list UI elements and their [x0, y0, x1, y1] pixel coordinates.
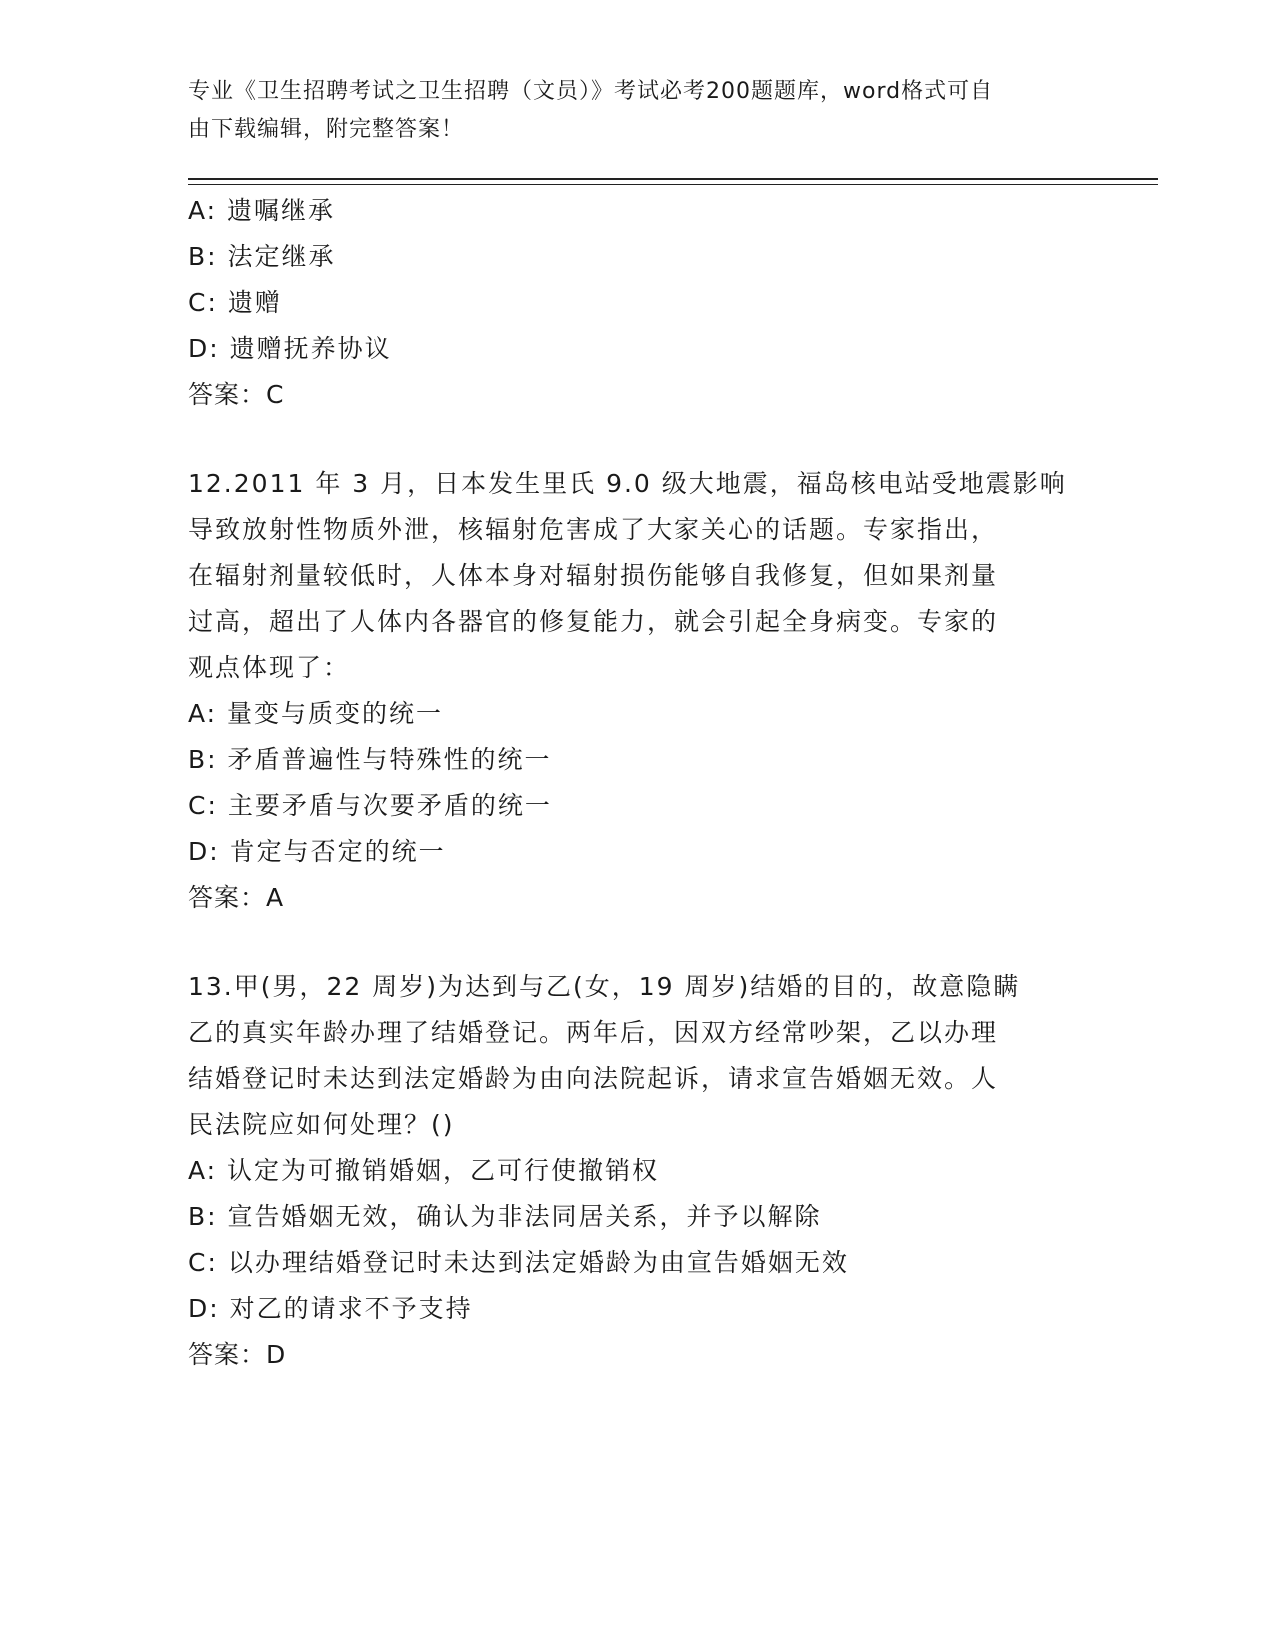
header-divider-thin — [188, 184, 1158, 185]
option-a: A: 认定为可撤销婚姻，乙可行使撤销权 — [188, 1156, 660, 1185]
answer-line: 答案：C — [188, 380, 285, 409]
header-divider-thick — [188, 178, 1158, 180]
option-a: A: 遗嘱继承 — [188, 196, 336, 225]
option-c: C: 以办理结婚登记时未达到法定婚龄为由宣告婚姻无效 — [188, 1248, 849, 1277]
question-spacer — [188, 418, 1088, 461]
question-text-line: 在辐射剂量较低时，人体本身对辐射损伤能够自我修复，但如果剂量 — [188, 561, 999, 590]
option-a: A: 量变与质变的统一 — [188, 699, 444, 728]
document-header — [188, 73, 1068, 149]
question-text-line: 乙的真实年龄办理了结婚登记。两年后，因双方经常吵架，乙以办理 — [188, 1018, 999, 1047]
question-text-line: 12.2011 年 3 月，日本发生里氏 9.0 级大地震，福岛核电站受地震影响 — [188, 469, 1067, 498]
question-text-line: 民法院应如何处理？() — [188, 1110, 455, 1139]
question-list — [188, 188, 1088, 1378]
question-13 — [188, 964, 1088, 1378]
option-b: B: 矛盾普遍性与特殊性的统一 — [188, 745, 552, 774]
question-stem — [188, 461, 1088, 691]
option-d: D: 遗赠抚养协议 — [188, 334, 392, 363]
question-text-line: 过高，超出了人体内各器官的修复能力，就会引起全身病变。专家的 — [188, 607, 999, 636]
question-spacer — [188, 921, 1088, 964]
answer-line: 答案：A — [188, 883, 285, 912]
option-b: B: 宣告婚姻无效，确认为非法同居关系，并予以解除 — [188, 1202, 822, 1231]
question-11 — [188, 188, 1088, 418]
question-stem — [188, 964, 1088, 1148]
option-c: C: 遗赠 — [188, 288, 282, 317]
header-line-2: 由下载编辑，附完整答案！ — [188, 117, 465, 142]
option-c: C: 主要矛盾与次要矛盾的统一 — [188, 791, 552, 820]
header-line-1: 专业《卫生招聘考试之卫生招聘（文员）》考试必考200题题库，word格式可自 — [188, 79, 994, 104]
option-b: B: 法定继承 — [188, 242, 336, 271]
question-12 — [188, 461, 1088, 921]
question-text-line: 观点体现了： — [188, 653, 351, 682]
question-text-line: 结婚登记时未达到法定婚龄为由向法院起诉，请求宣告婚姻无效。人 — [188, 1064, 999, 1093]
answer-line: 答案：D — [188, 1340, 287, 1369]
question-text-line: 13.甲(男，22 周岁)为达到与乙(女，19 周岁)结婚的目的，故意隐瞒 — [188, 972, 1021, 1001]
option-d: D: 肯定与否定的统一 — [188, 837, 446, 866]
option-d: D: 对乙的请求不予支持 — [188, 1294, 473, 1323]
question-text-line: 导致放射性物质外泄，核辐射危害成了大家关心的话题。专家指出， — [188, 515, 999, 544]
